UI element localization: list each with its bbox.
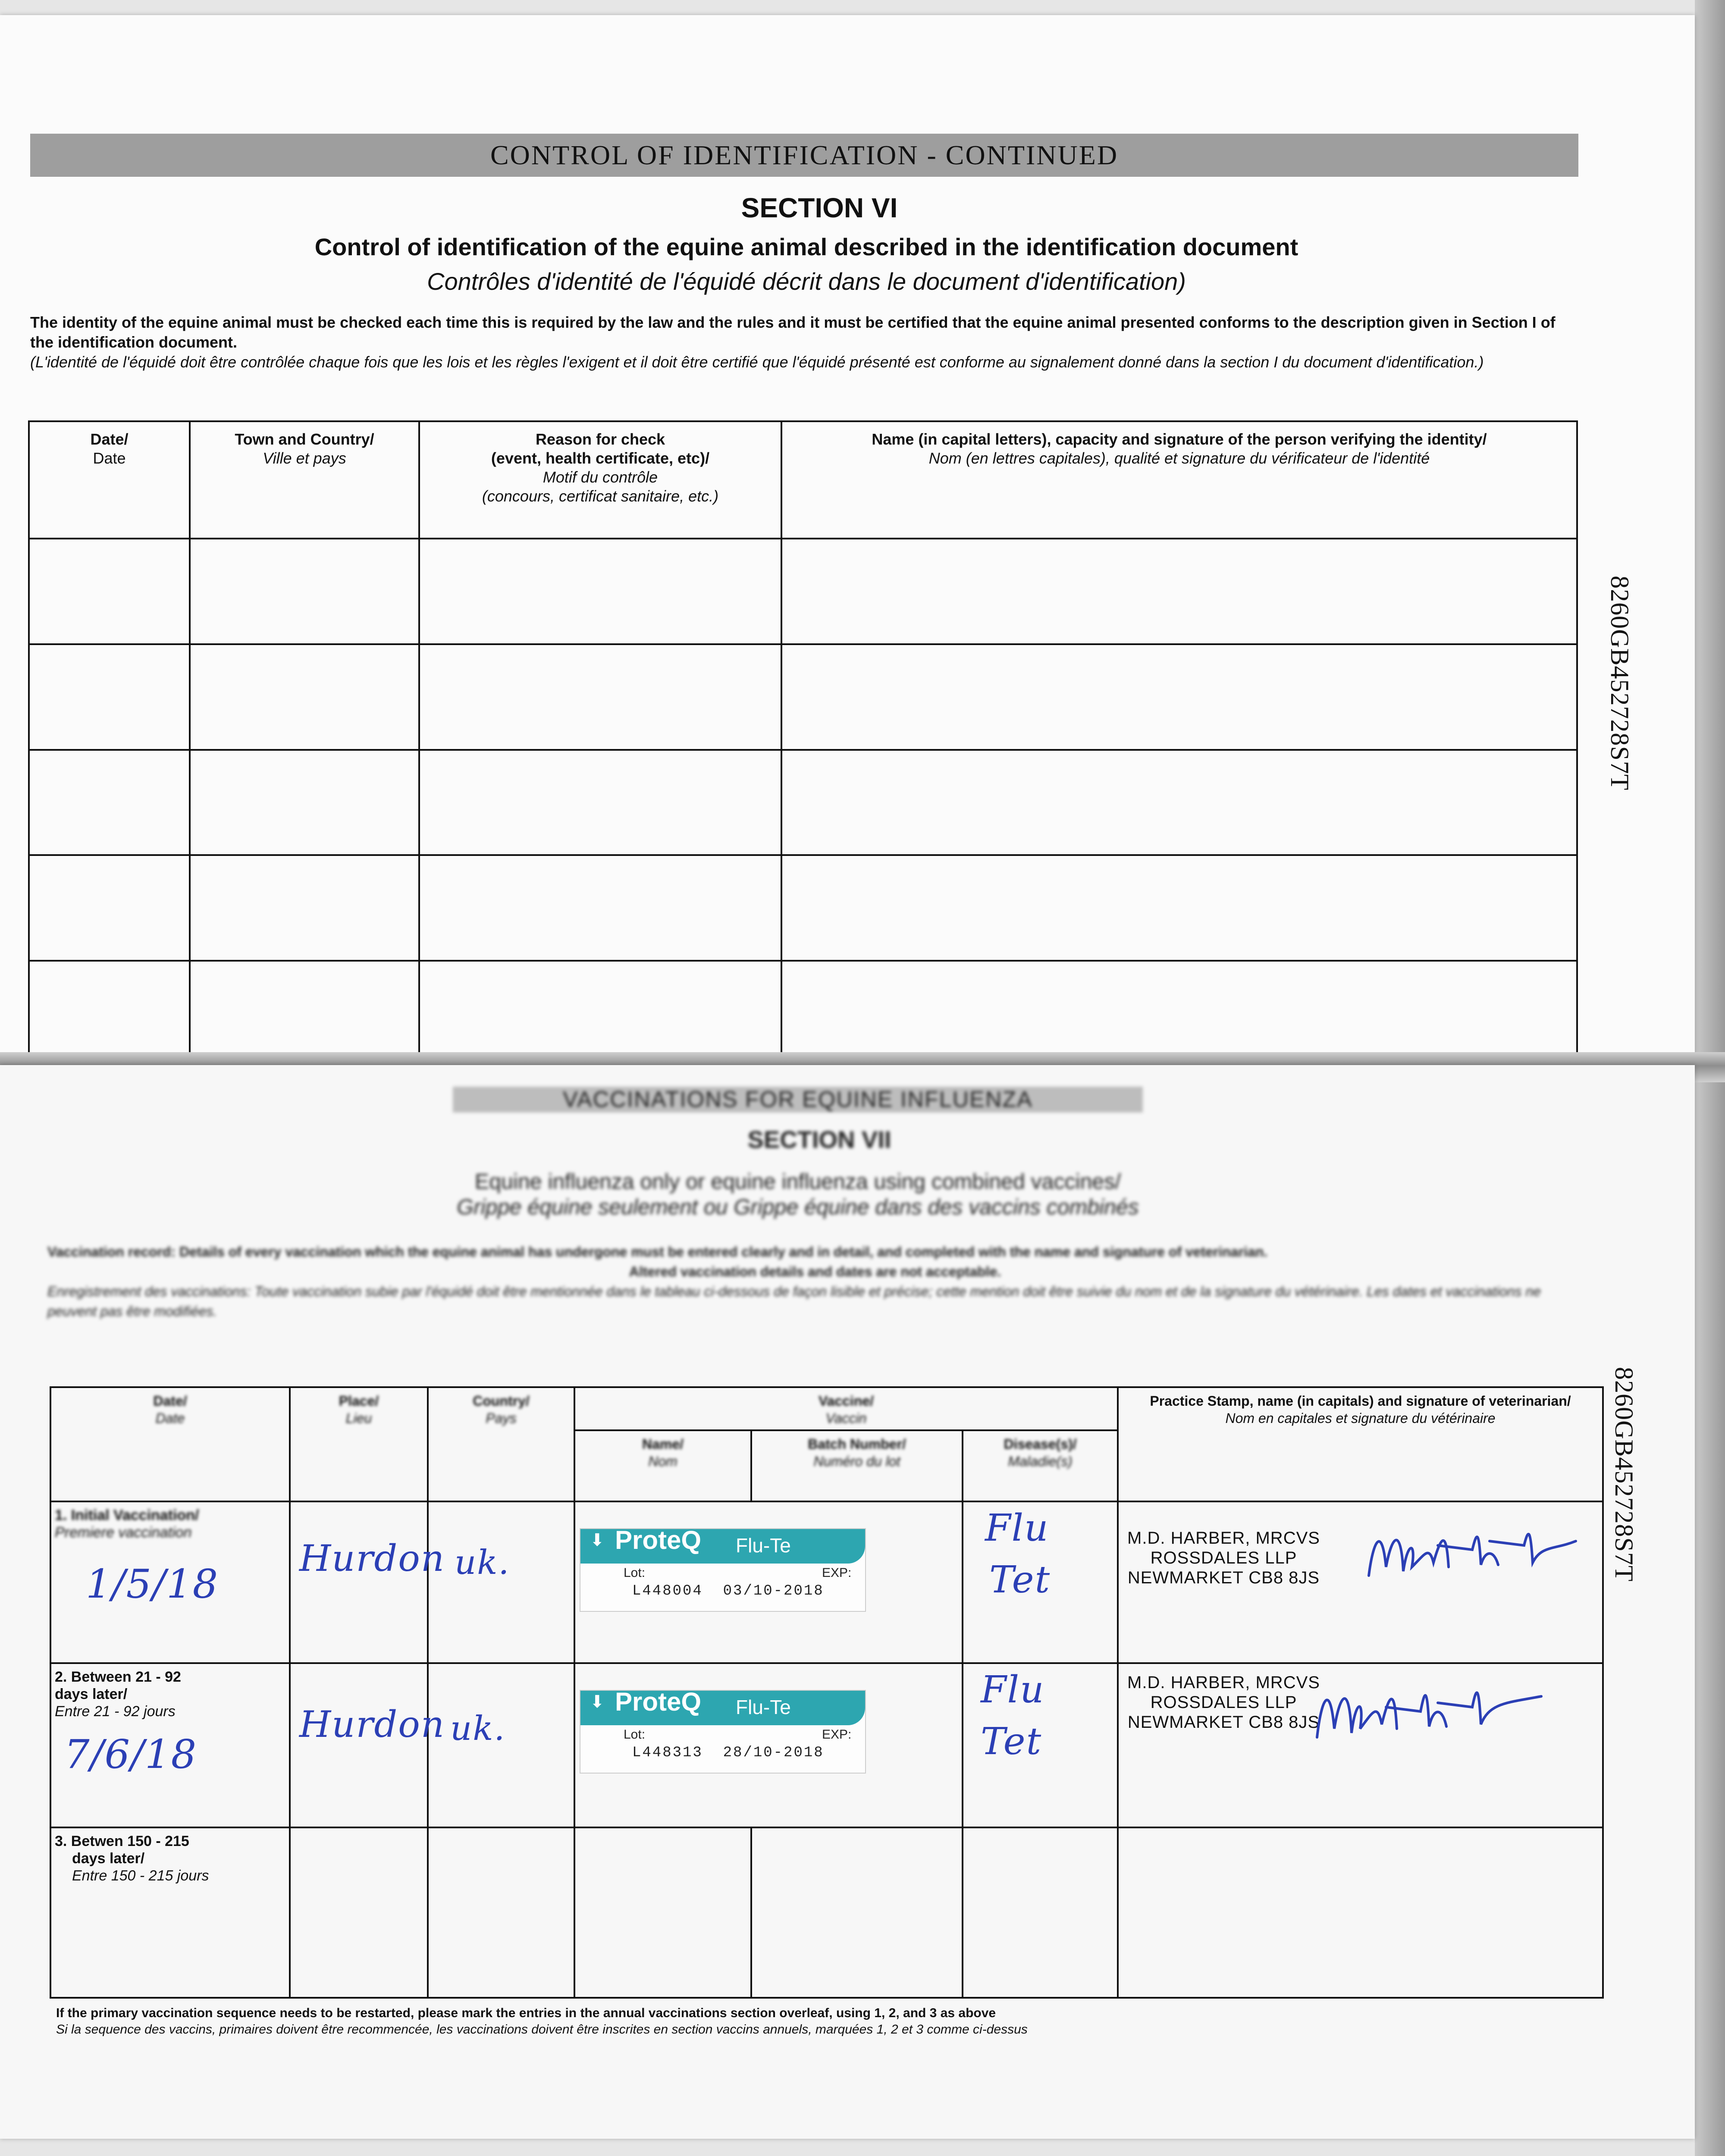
intro-en: The identity of the equine animal must be checked each time this is required by the law and the rules and it must be certified that the equine animal presented conforms to the description given in Section I of the identification document. [30, 313, 1556, 351]
sticker-lot-label: Lot: [624, 1566, 646, 1580]
sticker-lot-label: Lot: [624, 1727, 646, 1742]
row3-label-en: 3. Betwen 150 - 215 [55, 1833, 189, 1849]
row2-place-cell[interactable] [290, 1663, 445, 1827]
empty-cell[interactable] [29, 961, 190, 1066]
col-reason [419, 421, 781, 539]
col-vac-disease-en: Disease(s)/ [1004, 1436, 1077, 1452]
sticker-exp-date: 03/10-2018 [723, 1583, 824, 1599]
col-vac-place-fr: Lieu [345, 1410, 372, 1426]
section-heading-bottom: Equine influenza only or equine influenza using combined vaccines/ [474, 1169, 1121, 1194]
row1-country-cell[interactable] [428, 1501, 574, 1663]
row1-place-cell[interactable] [290, 1501, 445, 1663]
identification-table [28, 420, 1578, 1067]
col-vac-country-fr: Pays [486, 1410, 517, 1426]
sticker-product: Flu-Te [736, 1534, 791, 1557]
intro-bottom-fr: Enregistrement des vaccinations: Toute vaccination subie par l'équidé doit être mentionnée dans le tableau ci-dessous de façon lisible et précise; cette mention doit être suivie du nom et de la signature du vétérinaire. Les dates et vaccinations ne peuvent pas être modifiées. [47, 1284, 1541, 1319]
col-reason-fr: Motif du contrôle [543, 468, 658, 486]
col-vac-disease-fr: Maladie(s) [1008, 1454, 1073, 1469]
col-reason-fr2: (concours, certificat sanitaire, etc.) [482, 487, 719, 505]
row1-country: uk. [455, 1543, 510, 1582]
row1-date: 1/5/18 [86, 1561, 219, 1607]
empty-cell[interactable] [963, 1827, 1118, 1998]
sticker-lot-number: L448313 [632, 1745, 703, 1761]
col-vac-place [290, 1387, 428, 1501]
empty-cell[interactable] [781, 855, 1577, 961]
col-vac-vaccine-fr: Vaccin [825, 1410, 867, 1426]
vaccination-table [50, 1386, 1604, 1999]
vet-signature [1360, 1515, 1584, 1589]
arrow-down-icon: ⬇ [590, 1692, 605, 1712]
row1-vet-cell[interactable] [1118, 1501, 1603, 1663]
col-town [190, 421, 419, 539]
document-number: 8260GB452728S7T [1606, 576, 1634, 791]
section-banner [30, 134, 1578, 177]
stamp-line-3: NEWMARKET CB8 8JS [1127, 1713, 1320, 1732]
intro-fr: (L'identité de l'équidé doit être contrôlée chaque fois que les lois et les règles l'exigent et il doit être certifié que l'équidé présenté est conforme au signalement donné dans la section I du document d'identification.) [30, 353, 1484, 371]
col-verifier-en: Name (in capital letters), capacity and signature of the person verifying the identity/ [872, 430, 1487, 448]
stamp-line-3: NEWMARKET CB8 8JS [1127, 1568, 1320, 1587]
empty-cell[interactable] [419, 961, 781, 1066]
empty-cell[interactable] [190, 750, 419, 856]
vaccine-label-sticker [580, 1528, 866, 1612]
intro-bottom-en2: Altered vaccination details and dates are not acceptable. [629, 1264, 1001, 1279]
section-heading-bottom-fr: Grippe équine seulement ou Grippe équine dans des vaccins combinés [457, 1195, 1139, 1219]
sticker-exp-label: EXP: [822, 1566, 852, 1580]
empty-cell[interactable] [781, 750, 1577, 856]
empty-cell[interactable] [751, 1827, 963, 1998]
empty-cell[interactable] [190, 855, 419, 961]
row2-country-cell[interactable] [428, 1663, 574, 1827]
row2-disease-1: Flu [981, 1668, 1045, 1712]
empty-cell[interactable] [190, 539, 419, 644]
row2-vaccine-cell [574, 1663, 963, 1827]
vaccination-row-2 [50, 1663, 1603, 1827]
row1-vaccine-cell [574, 1501, 963, 1663]
sticker-brand: ProteQ [615, 1687, 702, 1717]
col-vac-name-fr: Nom [648, 1454, 677, 1469]
col-vac-country-en: Country/ [473, 1393, 530, 1409]
row2-disease-cell[interactable] [963, 1663, 1118, 1827]
col-verifier [781, 421, 1577, 539]
empty-cell[interactable] [419, 539, 781, 644]
col-vac-place-en: Place/ [339, 1393, 379, 1409]
vet-stamp [1127, 1528, 1320, 1588]
section-heading-fr: Contrôles d'identité de l'équidé décrit dans le document d'identification) [427, 268, 1186, 295]
col-vac-date-fr: Date [155, 1410, 185, 1426]
col-vac-batch-fr: Numéro du lot [813, 1454, 900, 1469]
row2-label-cell [50, 1663, 290, 1827]
row1-label-cell [50, 1501, 290, 1663]
intro-bottom-en: Vaccination record: Details of every vaccination which the equine animal has undergone must be entered clearly and in detail, and completed with the name and signature of veterinarian. [47, 1244, 1268, 1260]
col-reason-en2: (event, health certificate, etc)/ [491, 449, 710, 467]
row2-vet-cell[interactable] [1118, 1663, 1603, 1827]
empty-cell[interactable] [419, 644, 781, 750]
empty-cell[interactable] [574, 1827, 751, 1998]
col-vac-date-en: Date/ [153, 1393, 187, 1409]
vaccination-row-3 [50, 1827, 1603, 1998]
col-vac-vet-en: Practice Stamp, name (in capitals) and signature of veterinarian/ [1150, 1393, 1571, 1409]
vet-signature [1308, 1673, 1550, 1746]
row2-label-en2: days later/ [55, 1686, 128, 1703]
intro-text [30, 313, 1565, 372]
sticker-band [580, 1687, 865, 1725]
col-date-en: Date/ [90, 430, 129, 448]
banner-title: CONTROL OF IDENTIFICATION - CONTINUED [490, 140, 1119, 170]
empty-cell[interactable] [781, 539, 1577, 644]
table-row [29, 855, 1577, 961]
sticker-product: Flu-Te [736, 1696, 791, 1719]
col-vac-batch [751, 1430, 963, 1501]
col-vac-vet [1118, 1387, 1603, 1501]
stamp-line-2: ROSSDALES LLP [1150, 1693, 1297, 1712]
row1-label-fr: Premiere vaccination [55, 1524, 192, 1541]
sticker-exp-label: EXP: [822, 1727, 852, 1742]
empty-cell[interactable] [781, 961, 1577, 1066]
table-row [29, 750, 1577, 856]
sticker-lot-exp [632, 1744, 824, 1761]
sticker-lot-number: L448004 [632, 1583, 703, 1599]
intro-text-bottom [47, 1242, 1583, 1321]
empty-cell[interactable] [1118, 1827, 1603, 1998]
sticker-band [580, 1526, 865, 1564]
col-vac-date [50, 1387, 290, 1501]
table-header-row [29, 421, 1577, 539]
sticker-lot-exp [632, 1583, 824, 1600]
col-date-fr: Date [93, 449, 126, 467]
row1-disease-cell[interactable] [963, 1501, 1118, 1663]
section-heading: Control of identification of the equine animal described in the identification document [314, 233, 1298, 260]
row3-label-fr: Entre 150 - 215 jours [72, 1867, 209, 1884]
empty-cell[interactable] [419, 750, 781, 856]
stamp-line-2: ROSSDALES LLP [1150, 1548, 1297, 1567]
table-row [29, 539, 1577, 644]
col-reason-en: Reason for check [535, 430, 665, 448]
empty-cell[interactable] [781, 644, 1577, 750]
row2-label-en: 2. Between 21 - 92 [55, 1669, 181, 1686]
empty-cell[interactable] [428, 1827, 574, 1998]
col-vac-disease [963, 1430, 1118, 1501]
col-vac-country [428, 1387, 574, 1501]
row1-disease-1: Flu [985, 1507, 1049, 1550]
vaccine-label-sticker [580, 1687, 866, 1774]
arrow-down-icon: ⬇ [590, 1531, 605, 1550]
row1-label-en: 1. Initial Vaccination/ [55, 1507, 199, 1523]
top-page [0, 15, 1695, 1076]
row2-country: uk. [450, 1709, 506, 1749]
row2-label-fr: Entre 21 - 92 jours [55, 1703, 176, 1720]
empty-cell[interactable] [190, 644, 419, 750]
empty-cell[interactable] [290, 1827, 428, 1998]
col-town-fr: Ville et pays [263, 449, 346, 467]
col-date [29, 421, 190, 539]
col-town-en: Town and Country/ [235, 430, 374, 448]
col-verifier-fr: Nom (en lettres capitales), qualité et signature du vérificateur de l'identité [928, 449, 1430, 467]
row1-place: Hurdon [299, 1537, 445, 1579]
vaccination-row-1 [50, 1501, 1603, 1663]
row3-label-cell [50, 1827, 290, 1998]
footer-fr: Si la sequence des vaccins, primaires doivent être recommencée, les vaccinations doivent être inscrites en section vaccins annuels, marquées 1, 2 et 3 comme ci-dessus [56, 2022, 1028, 2037]
col-vac-name [574, 1430, 751, 1501]
section-title: SECTION VI [741, 192, 898, 223]
table-row [29, 644, 1577, 750]
row2-disease-2: Tet [981, 1720, 1042, 1764]
empty-cell[interactable] [29, 855, 190, 961]
stamp-line-1: M.D. HARBER, MRCVS [1127, 1673, 1320, 1692]
section-title-bottom: SECTION VII [747, 1126, 891, 1153]
footer-note [56, 2005, 1609, 2038]
vac-header-row-1 [50, 1387, 1603, 1430]
vet-stamp [1127, 1673, 1320, 1732]
document-number-bottom: 8260GB452728S7T [1610, 1367, 1638, 1582]
row2-date: 7/6/18 [64, 1731, 198, 1778]
empty-cell[interactable] [29, 750, 190, 856]
blurred-banner-title: VACCINATIONS FOR EQUINE INFLUENZA [453, 1087, 1143, 1112]
empty-cell[interactable] [29, 644, 190, 750]
row3-label-en2: days later/ [72, 1850, 145, 1867]
col-vac-vaccine-en: Vaccine/ [818, 1393, 874, 1409]
empty-cell[interactable] [419, 855, 781, 961]
col-vac-vet-fr: Nom en capitales et signature du vétérinaire [1225, 1410, 1496, 1426]
footer-en: If the primary vaccination sequence needs to be restarted, please mark the entries in the annual vaccinations section overleaf, using 1, 2, and 3 as above [56, 2006, 996, 2020]
stamp-line-1: M.D. HARBER, MRCVS [1127, 1529, 1320, 1548]
empty-cell[interactable] [190, 961, 419, 1066]
col-vac-vaccine [574, 1387, 1118, 1430]
empty-cell[interactable] [29, 539, 190, 644]
col-vac-batch-en: Batch Number/ [808, 1436, 906, 1452]
sticker-exp-date: 28/10-2018 [723, 1745, 824, 1761]
table-row [29, 961, 1577, 1066]
sticker-brand: ProteQ [615, 1526, 702, 1554]
col-vac-name-en: Name/ [642, 1436, 684, 1452]
row2-place: Hurdon [299, 1703, 445, 1746]
row1-disease-2: Tet [989, 1558, 1051, 1601]
